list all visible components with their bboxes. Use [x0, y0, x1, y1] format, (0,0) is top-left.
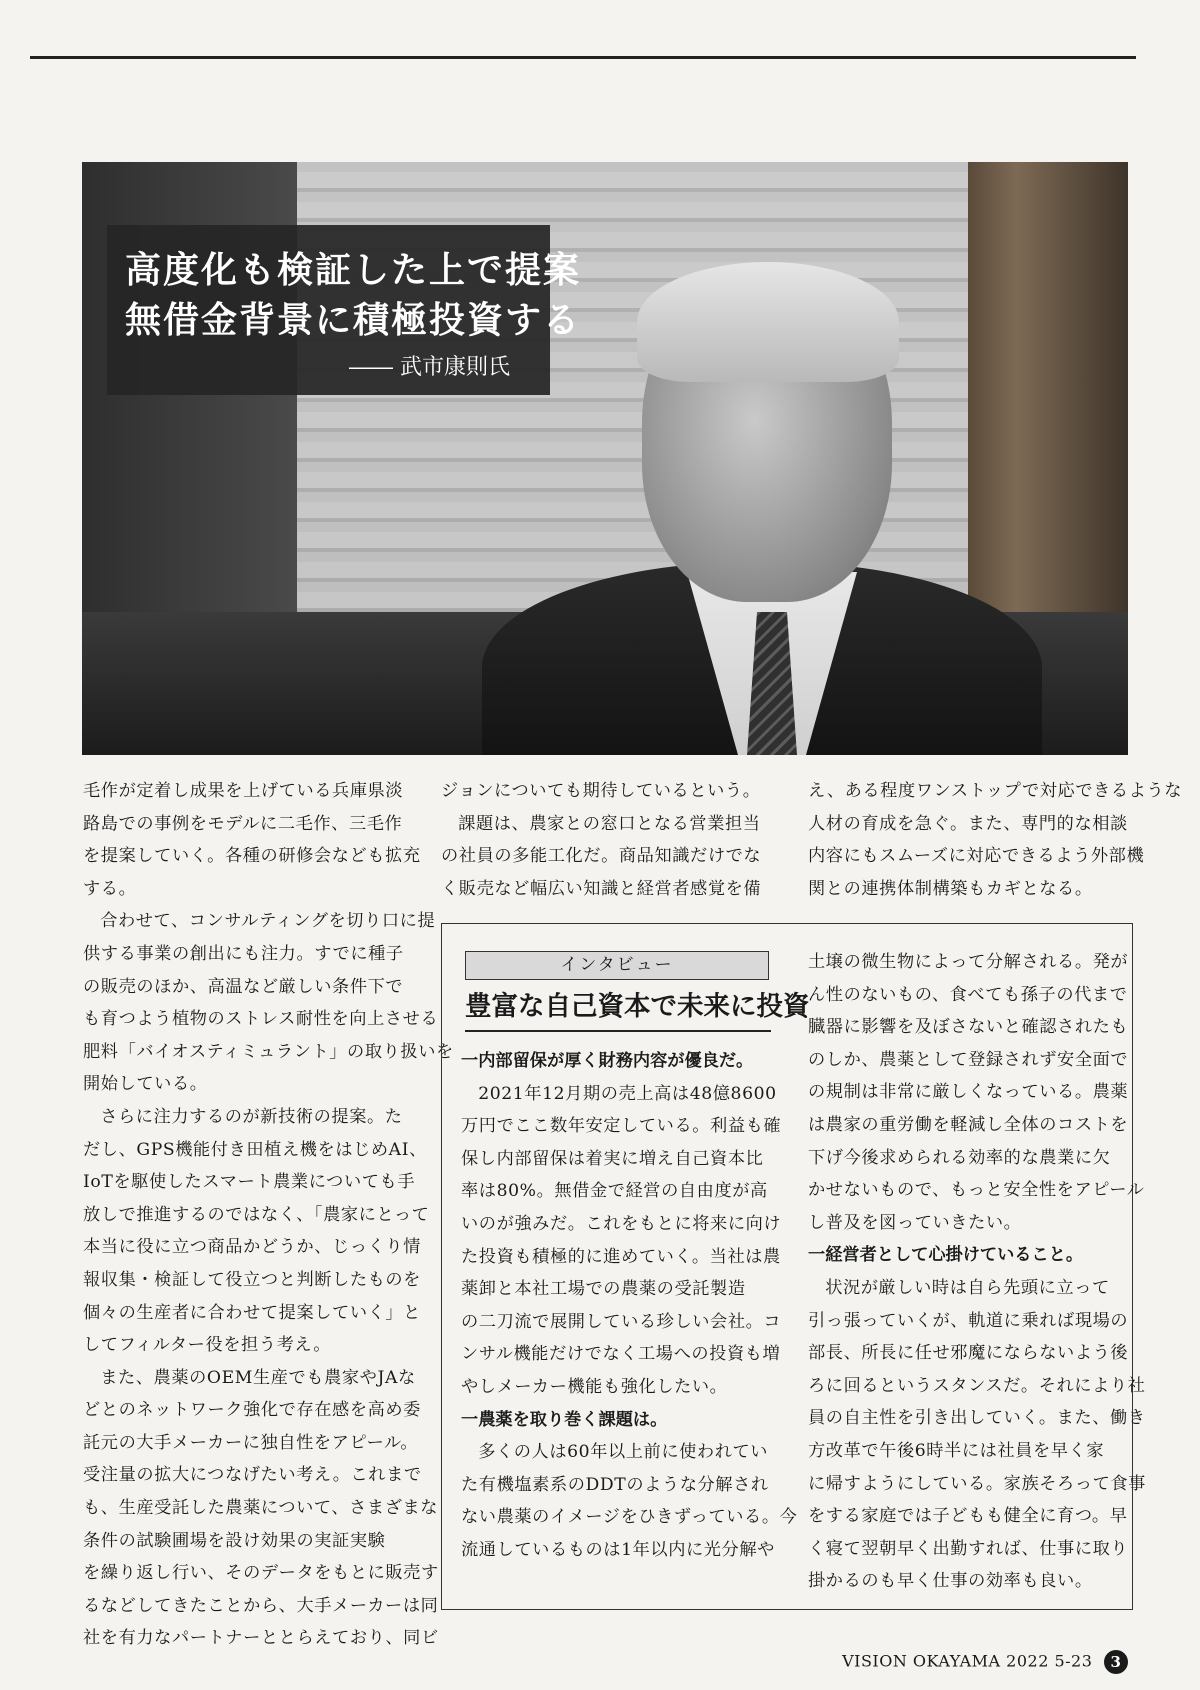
text-line: 土壌の微生物によって分解される。発が	[808, 952, 1129, 972]
text-line: ん性のないもの、食べても孫子の代まで	[808, 984, 1128, 1005]
text-line: を提案していく。各種の研修会なども拡充	[83, 846, 421, 867]
headline-box	[107, 225, 582, 395]
text-line: の社員の多能工化だ。商品知識だけでな	[441, 846, 762, 867]
text-line: 掛かるのも早く仕事の効率も良い。	[808, 1571, 1093, 1592]
text-line: いのが強みだ。これをもとに将来に向け	[461, 1213, 782, 1234]
text-line: の規制は非常に厳しくなっている。農薬	[808, 1082, 1129, 1103]
text-line: し普及を図っていきたい。	[808, 1212, 1022, 1233]
text-line: 毛作が定着し成果を上げている兵庫県淡	[83, 781, 404, 801]
text-line: 2021年12月期の売上高は48億8600	[478, 1083, 777, 1104]
text-line: 報収集・検証して役立つと判断したものを	[83, 1269, 421, 1290]
text-line: してフィルター役を担う考え。	[83, 1335, 331, 1356]
text-line: 引っ張っていくが、軌道に乗れば現場の	[808, 1310, 1129, 1331]
text-line: 部長、所長に任せ邪魔にならないよう後	[808, 1343, 1129, 1364]
interview-column-right	[808, 946, 1146, 1598]
text-line: かせないもので、もっと安全性をアピール	[808, 1180, 1145, 1201]
text-line: も、生産受託した農薬について、さまざまな	[83, 1498, 439, 1519]
text-line: 状況が厳しい時は自ら先頭に立って	[825, 1277, 1110, 1298]
magazine-name: VISION OKAYAMA	[842, 1651, 1001, 1671]
text-line: 率は80%。無借金で経営の自由度が高	[461, 1181, 768, 1202]
page-number: 3	[1104, 1650, 1128, 1674]
text-line: 下げ今後求められる効率的な農業に欠	[808, 1147, 1111, 1168]
text-line: え、ある程度ワンストップで対応できるような	[808, 781, 1183, 801]
text-line: た有機塩素系のDDTのような分解され	[461, 1474, 769, 1495]
text-line: どとのネットワーク強化で存在感を高め委	[83, 1400, 421, 1421]
text-line: 多くの人は60年以上前に使われてい	[478, 1442, 769, 1463]
headline-line-2: 無借金背景に積極投資する	[125, 299, 582, 341]
text-line: さらに注力するのが新技術の提案。た	[100, 1106, 403, 1127]
text-line: 万円でここ数年安定している。利益も確	[461, 1116, 782, 1137]
text-line: 放しで推進するのではなく、「農家にとって	[83, 1204, 430, 1225]
text-line: 合わせて、コンサルティングを切り口に提	[100, 911, 436, 932]
interview-headline: 豊富な自己資本で未来に投資	[465, 991, 810, 1022]
text-line: 社を有力なパートナーととらえており、同ビ	[83, 1628, 439, 1649]
interview-question: 一内部留保が厚く財務内容が優良だ。	[461, 1051, 754, 1071]
text-line: 臓器に影響を及ぼさないと確認されたも	[808, 1017, 1129, 1038]
text-line: 内容にもスムーズに対応できるよう外部機	[808, 846, 1145, 867]
text-line: を繰り返し行い、そのデータをもとに販売す	[83, 1563, 439, 1584]
body-column-1	[83, 775, 454, 1655]
text-line: 個々の生産者に合わせて提案していく」と	[83, 1302, 421, 1323]
text-line: るなどしてきたことから、大手メーカーは同	[83, 1595, 439, 1616]
text-line: 肥料「バイオスティミュラント」の取り扱いを	[83, 1041, 454, 1062]
interview-question: 一農薬を取り巻く課題は。	[461, 1409, 668, 1430]
text-line: 供する事業の創出にも注力。すでに種子	[83, 943, 404, 964]
text-line: だし、GPS機能付き田植え機をはじめAI、	[83, 1139, 427, 1160]
interview-column-left	[461, 1045, 798, 1567]
text-line: 保し内部留保は着実に増え自己資本比	[461, 1148, 764, 1169]
text-line: た投資も積極的に進めていく。当社は農	[461, 1246, 781, 1267]
text-line: く寝て翌朝早く出勤すれば、仕事に取り	[808, 1538, 1129, 1559]
text-line: 条件の試験圃場を設け効果の実証実験	[83, 1530, 386, 1551]
text-line: 人材の育成を急ぐ。また、専門的な相談	[808, 813, 1128, 834]
body-column-3	[808, 775, 1183, 905]
text-line: ジョンについても期待しているという。	[441, 781, 761, 801]
text-line: は農家の重労働を軽減し全体のコストを	[808, 1114, 1129, 1135]
text-line: する。	[83, 878, 137, 899]
text-line: をする家庭では子どもも健全に育つ。早	[808, 1506, 1128, 1527]
text-line: 員の自主性を引き出していく。また、働き	[808, 1408, 1146, 1429]
text-line: の販売のほか、高温など厳しい条件下で	[83, 976, 404, 997]
text-line: く販売など幅広い知識と経営者感覚を備	[441, 878, 762, 899]
headline-line-1: 高度化も検証した上で提案	[125, 249, 582, 291]
text-line: の二刀流で展開している珍しい会社。コ	[461, 1311, 782, 1332]
text-line: やしメーカー機能も強化したい。	[461, 1376, 728, 1397]
text-line: 本当に役に立つ商品かどうか、じっくり情	[83, 1237, 421, 1258]
text-line: ろに回るというスタンスだ。それにより社	[808, 1375, 1146, 1396]
body-column-2	[441, 775, 781, 905]
text-line: も育つよう植物のストレス耐性を向上させる	[83, 1009, 439, 1030]
interview-question: 一経営者として心掛けていること。	[808, 1245, 1084, 1266]
text-line: 関との連携体制構築もカギとなる。	[808, 878, 1093, 899]
byline: ―― 武市康則氏	[349, 355, 510, 380]
interview-badge: インタビュー	[465, 951, 769, 980]
text-line: ない農薬のイメージをひきずっている。今	[461, 1507, 798, 1528]
top-rule	[30, 56, 1136, 59]
text-line: ンサル機能だけでなく工場への投資も増	[461, 1344, 781, 1365]
text-line: に帰すようにしている。家族そろって食事	[808, 1473, 1146, 1494]
text-line: 開始している。	[83, 1074, 208, 1095]
issue-date: 2022 5-23	[1006, 1651, 1093, 1671]
text-line: 方改革で午後6時半には社員を早く家	[808, 1440, 1105, 1461]
text-line: のしか、農薬として登録されず安全面で	[808, 1049, 1129, 1070]
text-line: 受注量の拡大につなげたい考え。これまで	[83, 1465, 422, 1486]
text-line: 路島での事例をモデルに二毛作、三毛作	[83, 813, 403, 834]
text-line: 流通しているものは1年以内に光分解や	[461, 1539, 775, 1560]
text-line: 課題は、農家との窓口となる営業担当	[458, 813, 761, 834]
text-line: また、農薬のOEM生産でも農家やJAな	[100, 1367, 416, 1388]
text-line: 託元の大手メーカーに独自性をアピール。	[83, 1432, 419, 1453]
text-line: 薬卸と本社工場での農薬の受託製造	[461, 1279, 746, 1300]
headline-rule	[465, 1030, 771, 1032]
page-footer	[842, 1650, 1128, 1674]
text-line: IoTを駆使したスマート農業についても手	[83, 1172, 416, 1193]
